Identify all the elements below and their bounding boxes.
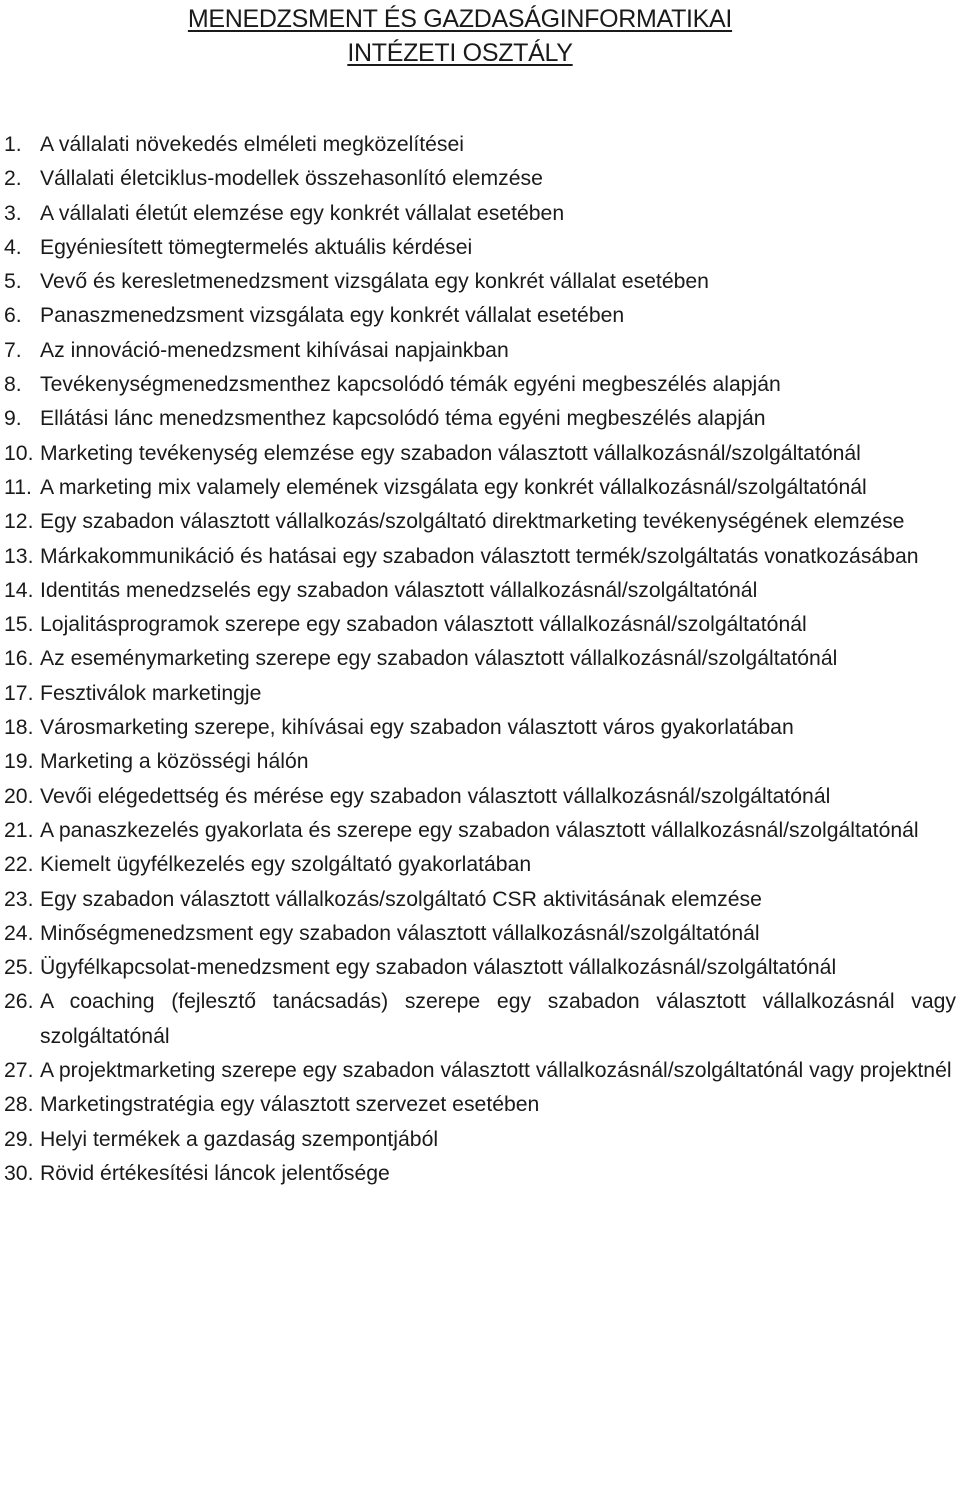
- topic-text: Az innováció-menedzsment kihívásai napjainkban: [40, 338, 509, 362]
- topic-number: 5.: [4, 270, 22, 294]
- topic-item: [4, 608, 956, 642]
- topic-text: Kiemelt ügyfélkezelés egy szolgáltató gyakorlatában: [40, 853, 532, 877]
- topic-item: [4, 299, 956, 333]
- topic-number: 16.: [4, 647, 34, 671]
- topic-text: Marketing tevékenység elemzése egy szabadon választott vállalkozásnál/szolgáltatónál: [40, 441, 861, 465]
- topic-number: 30.: [4, 1161, 34, 1185]
- topic-text: Helyi termékek a gazdaság szempontjából: [40, 1127, 439, 1151]
- topic-text: A marketing mix valamely elemének vizsgálata egy konkrét vállalkozásnál/szolgáltatónál: [40, 475, 867, 499]
- topic-text: Rövid értékesítési láncok jelentősége: [40, 1161, 390, 1185]
- topic-item: [4, 368, 956, 402]
- topic-text: Ügyfélkapcsolat-menedzsment egy szabadon választott vállalkozásnál/szolgáltatónál: [40, 956, 837, 980]
- topic-number: 29.: [4, 1127, 34, 1151]
- topic-number: 23.: [4, 887, 34, 911]
- topic-number: 8.: [4, 373, 22, 397]
- topic-text: A vállalati növekedés elméleti megközelítései: [40, 133, 464, 156]
- title-line-2: INTÉZETI OSZTÁLY: [347, 39, 573, 67]
- topic-text: Ellátási lánc menedzsmenthez kapcsolódó téma egyéni megbeszélés alapján: [40, 407, 766, 431]
- topic-number: 21.: [4, 818, 34, 842]
- topic-number: 13.: [4, 544, 34, 568]
- topic-item: [4, 780, 956, 814]
- topic-number: 3.: [4, 201, 22, 225]
- topic-item: [4, 265, 956, 299]
- topic-item: [4, 642, 956, 676]
- topic-item: [4, 402, 956, 436]
- topic-number: 18.: [4, 716, 34, 740]
- topic-item: [4, 883, 956, 917]
- topic-text: Vevő és keresletmenedzsment vizsgálata egy konkrét vállalat esetében: [40, 270, 709, 294]
- topic-item: [4, 437, 956, 471]
- topic-item: [4, 917, 956, 951]
- topic-item: [4, 848, 956, 882]
- topic-item: [4, 197, 956, 231]
- topic-number: 2.: [4, 167, 22, 191]
- topic-item: [4, 231, 956, 265]
- topic-item: [4, 1054, 956, 1088]
- topic-text: Márkakommunikáció és hatásai egy szabadon választott termék/szolgáltatás vonatkozásában: [40, 544, 919, 568]
- topic-text: Marketingstratégia egy választott szervezet esetében: [40, 1093, 540, 1117]
- topic-number: 15.: [4, 613, 34, 637]
- topic-text: Vevői elégedettség és mérése egy szabadon választott vállalkozásnál/szolgáltatónál: [40, 784, 831, 808]
- topic-text: Identitás menedzselés egy szabadon választott vállalkozásnál/szolgáltatónál: [40, 578, 758, 602]
- topic-text: Marketing a közösségi hálón: [40, 750, 309, 774]
- topic-number: 14.: [4, 578, 34, 602]
- topic-text: A panaszkezelés gyakorlata és szerepe egy szabadon választott vállalkozásnál/szolgáltatónál: [40, 818, 919, 842]
- topic-number: 22.: [4, 853, 34, 877]
- topic-text: Városmarketing szerepe, kihívásai egy szabadon választott város gyakorlatában: [40, 716, 794, 740]
- page-title: [0, 2, 920, 70]
- topic-item: [4, 574, 956, 608]
- topic-number: 25.: [4, 956, 34, 980]
- topic-number: 17.: [4, 681, 34, 705]
- topic-item: [4, 128, 956, 162]
- topic-text: Az eseménymarketing szerepe egy szabadon választott vállalkozásnál/szolgáltatónál: [40, 647, 838, 671]
- topic-text: Vállalati életciklus-modellek összehasonlító elemzése: [40, 167, 543, 191]
- topic-list: [4, 128, 956, 1191]
- topic-number: 6.: [4, 304, 22, 328]
- topic-text: Fesztiválok marketingje: [40, 681, 262, 705]
- topic-text: Tevékenységmenedzsmenthez kapcsolódó témák egyéni megbeszélés alapján: [40, 373, 781, 397]
- topic-item: [4, 711, 956, 745]
- topic-number: 28.: [4, 1093, 34, 1117]
- topic-number: 12.: [4, 510, 34, 534]
- topic-text: A coaching (fejlesztő tanácsadás) szerepe egy szabadon választott vállalkozásnál vagy szolgáltatónál: [40, 990, 956, 1048]
- topic-number: 26.: [4, 990, 34, 1014]
- topic-text: A vállalati életút elemzése egy konkrét vállalat esetében: [40, 201, 565, 225]
- topic-number: 24.: [4, 921, 34, 945]
- topic-item: [4, 677, 956, 711]
- topic-item: [4, 814, 956, 848]
- topic-item: [4, 471, 956, 505]
- topic-number: 10.: [4, 441, 34, 465]
- topic-number: 20.: [4, 784, 34, 808]
- topic-number: 9.: [4, 407, 22, 431]
- topic-item: [4, 1123, 956, 1157]
- topic-number: 1.: [4, 133, 22, 156]
- topic-number: 19.: [4, 750, 34, 774]
- topic-text: Lojalitásprogramok szerepe egy szabadon választott vállalkozásnál/szolgáltatónál: [40, 613, 807, 637]
- topic-number: 4.: [4, 235, 22, 259]
- topic-number: 11.: [4, 475, 32, 499]
- topic-number: 7.: [4, 338, 22, 362]
- topic-item: [4, 1088, 956, 1122]
- topic-item: [4, 334, 956, 368]
- topic-text: Egy szabadon választott vállalkozás/szolgáltató direktmarketing tevékenységének elemzése: [40, 510, 905, 534]
- topic-item: [4, 162, 956, 196]
- topic-text: Panaszmenedzsment vizsgálata egy konkrét vállalat esetében: [40, 304, 625, 328]
- topic-item: [4, 505, 956, 539]
- topic-text: Egyéniesített tömegtermelés aktuális kérdései: [40, 235, 473, 259]
- topic-item: [4, 1157, 956, 1191]
- topic-item: [4, 540, 956, 574]
- title-line-1: MENEDZSMENT ÉS GAZDASÁGINFORMATIKAI: [187, 5, 733, 33]
- topic-number: 27.: [4, 1059, 34, 1083]
- topic-item: [4, 951, 956, 985]
- topic-item: [4, 745, 956, 779]
- topic-item: [4, 985, 956, 1054]
- topic-text: Minőségmenedzsment egy szabadon választott vállalkozásnál/szolgáltatónál: [40, 921, 760, 945]
- topic-text: Egy szabadon választott vállalkozás/szolgáltató CSR aktivitásának elemzése: [40, 887, 762, 911]
- topic-text: A projektmarketing szerepe egy szabadon választott vállalkozásnál/szolgáltatónál vagy projektnél: [40, 1059, 952, 1083]
